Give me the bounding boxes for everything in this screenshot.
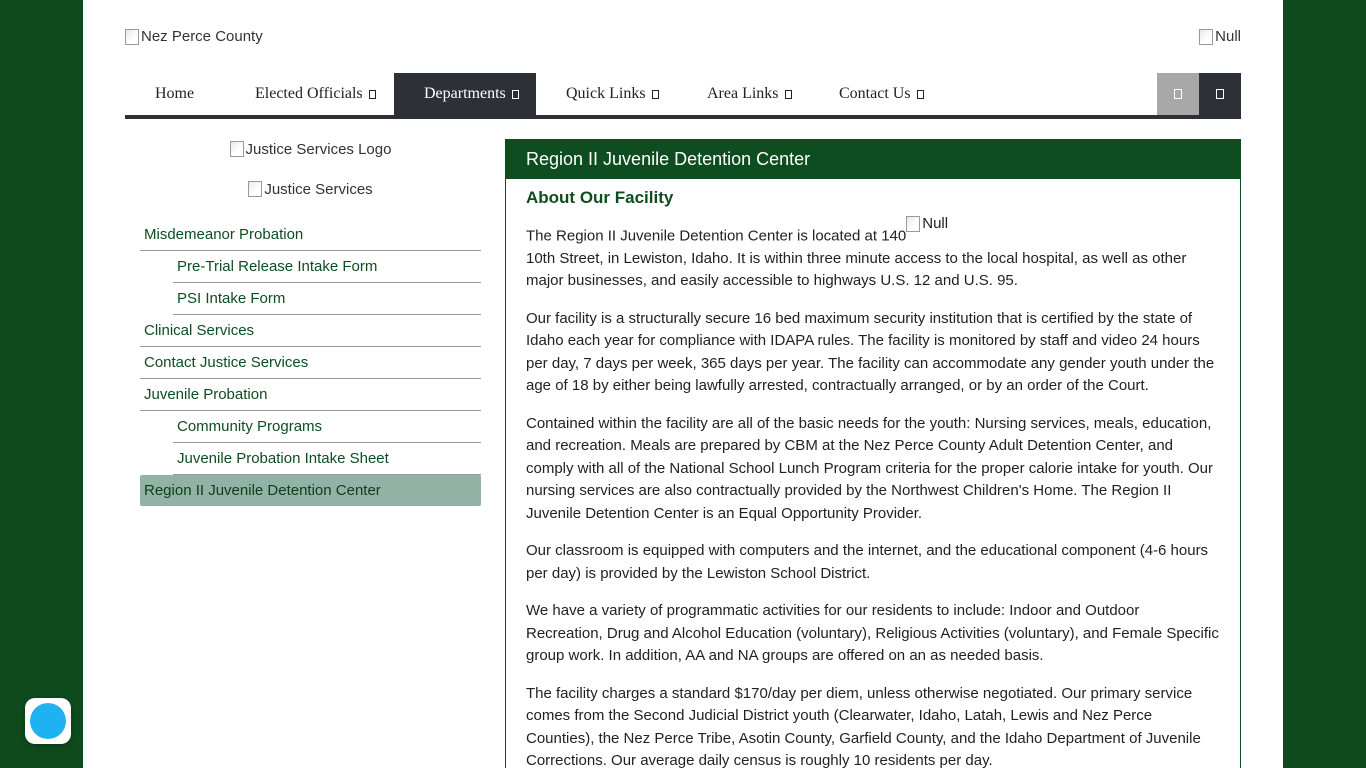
nav-label: Quick Links — [566, 85, 646, 102]
broken-image-icon — [125, 29, 139, 45]
county-logo-alt: Nez Perce County — [141, 28, 263, 45]
paragraph-location-start: The Region II Juvenile Detention Center is located at 140 — [526, 227, 907, 245]
nav-item-elected-officials[interactable] — [225, 73, 406, 115]
nav-tool-button-2[interactable] — [1199, 73, 1241, 115]
dropdown-icon — [785, 90, 792, 99]
inline-image-alt: Null — [922, 215, 949, 232]
sidebar-item-psi-intake-form[interactable]: PSI Intake Form — [173, 283, 481, 315]
header-right-image — [1199, 28, 1241, 45]
justice-services-logo — [140, 139, 481, 159]
sidebar — [140, 139, 481, 506]
paragraph-activities: We have a variety of programmatic activities for our residents to include: Indoor and Outdoor Recreation, Drug and Alcohol Education (voluntary), Religious Activities (voluntary), and Female Specific group work. In addition, AA and NA groups are offered on an as needed basis. — [526, 602, 1219, 665]
sidebar-item-juvenile-probation[interactable]: Juvenile Probation — [140, 379, 481, 411]
chat-icon — [30, 703, 66, 739]
sidebar-item-misdemeanor-probation[interactable]: Misdemeanor Probation — [140, 219, 481, 251]
page-title: Region II Juvenile Detention Center — [506, 140, 1240, 179]
dropdown-icon — [369, 90, 376, 99]
main-content — [505, 139, 1241, 768]
side-menu — [140, 219, 481, 506]
main-nav — [125, 73, 1241, 119]
justice-services-title-alt: Justice Services — [264, 180, 373, 198]
sidebar-item-clinical-services[interactable]: Clinical Services — [140, 315, 481, 347]
sidebar-item-contact-justice-services[interactable]: Contact Justice Services — [140, 347, 481, 379]
nav-item-area-links[interactable] — [677, 73, 822, 115]
sidebar-item-community-programs[interactable]: Community Programs — [173, 411, 481, 443]
chat-widget-button[interactable] — [25, 698, 71, 744]
paragraph-facility: Our facility is a structurally secure 16 bed maximum security institution that is certified by the state of Idaho each year for compliance with IDAPA rules. The facility is monitored by staff and video 24 hours per day, 7 days per week, 365 days per year. The facility can accommodate any gender youth under the age of 18 by either being lawfully arrested, contractually arranged, or by an order of the Court. — [526, 309, 1215, 395]
nav-item-home[interactable] — [125, 73, 224, 115]
nav-label: Elected Officials — [255, 85, 363, 102]
header-right-image-alt: Null — [1215, 28, 1241, 45]
nav-item-quick-links[interactable] — [536, 73, 689, 115]
dropdown-icon — [652, 90, 659, 99]
article-body — [506, 179, 1240, 768]
paragraph-needs: Contained within the facility are all of the basic needs for the youth: Nursing services, meals, education, and recreation. Meals are prepared by CBM at the Nez Perce County Adult Detention Center, and comply with all of the National School Lunch Program criteria for the proper calorie intake for youth. Our nursing services are also contractually provided by the Northwest Children's Home. The Region II Juvenile Detention Center is an Equal Opportunity Provider. — [526, 414, 1213, 522]
paragraph-fees: The facility charges a standard $170/day per diem, unless otherwise negotiated. Our primary service comes from the Second Judicial District youth (Clearwater, Idaho, Latah, Lewis and Nez Perce Counties), the Nez Perce Tribe, Asotin County, Garfield County, and the Idaho Department of Juvenile Corrections. Our average daily census is roughly 10 residents per day. — [526, 684, 1201, 768]
nav-item-departments[interactable] — [394, 73, 536, 115]
broken-image-icon — [906, 216, 920, 232]
justice-services-title-image — [140, 179, 481, 199]
paragraph-classroom: Our classroom is equipped with computers and the internet, and the educational component (4-6 hours per day) is provided by the Lewiston School District. — [526, 542, 1209, 582]
inline-image — [906, 213, 948, 236]
dropdown-icon — [917, 90, 924, 99]
section-heading: About Our Facility — [526, 188, 674, 207]
broken-image-icon — [230, 141, 244, 157]
nav-label: Home — [155, 85, 195, 102]
nav-label: Area Links — [707, 85, 779, 102]
dropdown-icon — [512, 90, 519, 99]
nav-tool-button-1[interactable] — [1157, 73, 1199, 115]
justice-services-logo-alt: Justice Services Logo — [245, 140, 392, 158]
paragraph-location-end: 10th Street, in Lewiston, Idaho. It is within three minute access to the local hospital, as well as other major businesses, and easily accessible to highways U.S. 12 and U.S. 95. — [526, 249, 1187, 290]
nav-item-contact-us[interactable] — [809, 73, 954, 115]
nav-label: Contact Us — [839, 85, 911, 102]
sidebar-item-pretrial-release-intake-form[interactable]: Pre-Trial Release Intake Form — [173, 251, 481, 283]
sidebar-item-region-ii-juvenile-detention-center[interactable]: Region II Juvenile Detention Center — [140, 475, 481, 506]
page-container — [83, 0, 1283, 768]
tool-icon — [1216, 89, 1224, 99]
tool-icon — [1174, 89, 1182, 99]
broken-image-icon — [1199, 29, 1213, 45]
broken-image-icon — [248, 181, 262, 197]
sidebar-item-juvenile-probation-intake-sheet[interactable]: Juvenile Probation Intake Sheet — [173, 443, 481, 475]
paragraph-location — [526, 215, 1220, 293]
county-logo[interactable] — [125, 28, 263, 45]
nav-label: Departments — [424, 85, 506, 102]
